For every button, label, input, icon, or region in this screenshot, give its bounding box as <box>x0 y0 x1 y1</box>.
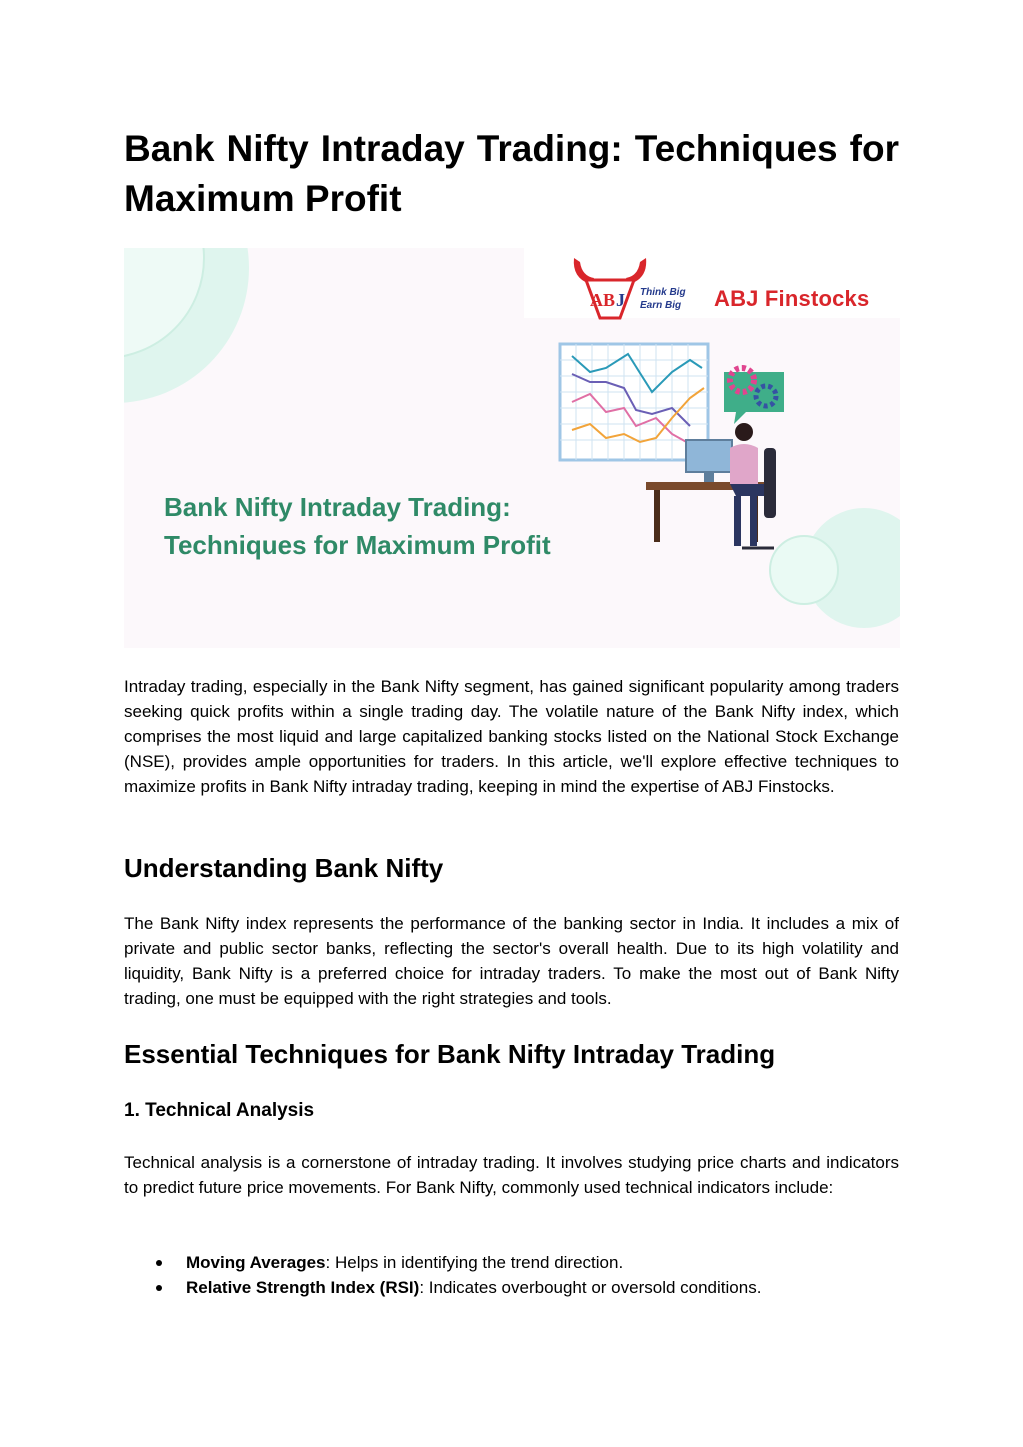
svg-text:J: J <box>616 290 625 310</box>
hero-heading <box>164 488 551 564</box>
tagline-line-2: Earn Big <box>640 300 682 311</box>
subsection-heading-technical-analysis: 1. Technical Analysis <box>124 1100 315 1121</box>
list-item-term: Moving Averages <box>186 1253 326 1272</box>
section-heading-understanding: Understanding Bank Nifty <box>124 853 444 883</box>
list-item <box>124 1250 899 1275</box>
svg-text:AB: AB <box>590 290 616 310</box>
section-understanding-paragraph: The Bank Nifty index represents the performance of the banking sector in India. It includes a mix of private and public sector banks, reflecting the sector's overall health. Due to its high volatility and liquidity, Bank Nifty is a preferred choice for intraday traders. To make the most out of Bank Nifty trading, one must be equipped with the right strategies and tools. <box>124 914 899 1008</box>
bullet-icon <box>156 1285 162 1291</box>
tagline-line-1: Think Big <box>640 287 686 298</box>
page-title: Bank Nifty Intraday Trading: Techniques for Maximum Profit <box>124 128 899 219</box>
gears-bubble-icon <box>724 368 784 424</box>
tagline <box>640 286 686 312</box>
list-item <box>124 1275 899 1300</box>
intro-paragraph: Intraday trading, especially in the Bank Nifty segment, has gained significant popularity among traders seeking quick profits within a single trading day. The volatile nature of the Bank Nifty index, which comprises the most liquid and large capitalized banking stocks listed on the National Stock Exchange (NSE), provides ample opportunities for traders. In this article, we'll explore effective techniques to maximize profits in Bank Nifty intraday trading, keeping in mind the expertise of ABJ Finstocks. <box>124 677 899 796</box>
list-item-term: Relative Strength Index (RSI) <box>186 1278 420 1297</box>
brand-name: ABJ Finstocks <box>714 286 870 311</box>
decor-circle-small-bottom-right <box>770 536 838 604</box>
list-item-text: : Helps in identifying the trend direction. <box>325 1253 624 1272</box>
hero-heading-line-2: Techniques for Maximum Profit <box>164 530 551 560</box>
list-item-text: : Indicates overbought or oversold conditions. <box>419 1278 762 1297</box>
hero-heading-line-1: Bank Nifty Intraday Trading: <box>164 492 511 522</box>
hero-banner <box>124 248 900 648</box>
bullet-icon <box>156 1260 162 1266</box>
section-heading-techniques: Essential Techniques for Bank Nifty Intraday Trading <box>124 1039 776 1069</box>
technical-analysis-paragraph: Technical analysis is a cornerstone of intraday trading. It involves studying price charts and indicators to predict future price movements. For Bank Nifty, commonly used technical indicators include: <box>124 1153 899 1197</box>
indicator-list <box>124 1250 899 1300</box>
